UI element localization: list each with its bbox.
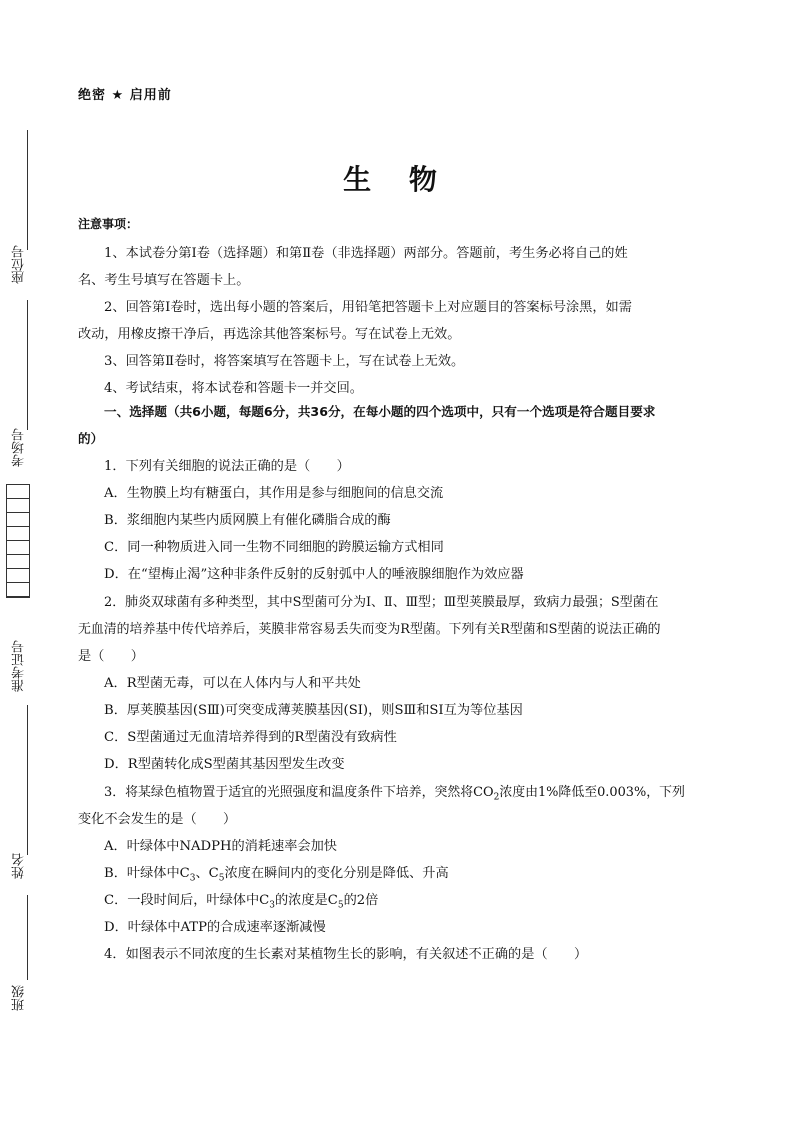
- q3-c-text-2: 的浓度是C: [274, 893, 338, 908]
- notice-line-6: 4、考试结束，将本试卷和答题卡一并交回。: [104, 381, 363, 396]
- binding-line-4: [27, 895, 28, 980]
- notice-line-1: 1、本试卷分第Ⅰ卷（选择题）和第Ⅱ卷（非选择题）两部分。答题前，考生务必将自己的姓: [104, 246, 628, 261]
- q3-option-d: D．叶绿体中ATP的合成速率逐渐减慢: [104, 920, 326, 935]
- q3-stem-line-1: [104, 781, 685, 803]
- q3-option-c: [104, 889, 378, 911]
- q2-option-b: B．厚荚膜基因(SⅢ)可突变成薄荚膜基因(SI)，则SⅢ和SI互为等位基因: [104, 703, 523, 718]
- q3-stem-line-2: 变化不会发生的是（ ）: [78, 812, 237, 827]
- q2-stem-line-2: 无血清的培养基中传代培养后，荚膜非常容易丢失而变为R型菌。下列有关R型菌和S型菌的说法正确的: [78, 622, 661, 637]
- exam-room-label: 考场号: [12, 428, 27, 467]
- page-title: 生 物: [343, 163, 451, 196]
- q3-stem-text-a: 3．将某绿色植物置于适宜的光照强度和温度条件下培养，突然将CO: [104, 785, 494, 800]
- notice-line-4: 改动，用橡皮擦干净后，再选涂其他答案标号。写在试卷上无效。: [78, 327, 461, 342]
- secret-label: 绝密 ★ 启用前: [78, 88, 172, 103]
- q3-c-sub-1: 3: [269, 900, 275, 911]
- notice-line-3: 2、回答第Ⅰ卷时，选出每小题的答案后，用铅笔把答题卡上对应题目的答案标号涂黑，如需: [104, 300, 632, 315]
- q1-option-a: A．生物膜上均有糖蛋白，其作用是参与细胞间的信息交流: [104, 486, 444, 501]
- q1-option-d: D．在“望梅止渴”这种非条件反射的反射弧中人的唾液腺细胞作为效应器: [104, 567, 524, 582]
- q3-b-sub-1: 3: [189, 873, 196, 884]
- notice-heading: 注意事项：: [78, 217, 139, 231]
- q3-c-text-3: 的2倍: [343, 893, 379, 908]
- seat-number-label: 座位号: [12, 245, 27, 284]
- q2-option-c: C．S型菌通过无血清培养得到的R型菌没有致病性: [104, 730, 397, 745]
- name-label: 姓名: [12, 853, 27, 879]
- notice-line-2: 名、考生号填写在答题卡上。: [78, 273, 250, 288]
- q3-stem-text-b: 浓度由1%降低至0.003%，下列: [499, 785, 685, 800]
- notice-line-5: 3、回答第Ⅱ卷时，将答案填写在答题卡上，写在试卷上无效。: [104, 354, 465, 369]
- section-heading-line-1: 一、选择题（共6小题，每题6分，共36分，在每小题的四个选项中，只有一个选项是符合题目要求: [104, 404, 656, 419]
- q3-stem-sub: 2: [493, 792, 500, 803]
- q3-b-text-1: B．叶绿体中C: [104, 866, 190, 881]
- class-label: 班级: [12, 985, 27, 1011]
- exam-id-label: 准考证号: [12, 640, 27, 692]
- binding-line-2: [27, 300, 28, 430]
- q2-option-a: A．R型菌无毒，可以在人体内与人和平共处: [104, 676, 361, 691]
- q3-b-text-2: 、C: [195, 866, 219, 881]
- q2-option-d: D．R型菌转化成S型菌其基因型发生改变: [104, 757, 345, 772]
- section-heading-line-2: 的）: [78, 431, 104, 446]
- q2-stem-line-3: 是（ ）: [78, 649, 144, 664]
- q1-option-c: C．同一种物质进入同一生物不同细胞的跨膜运输方式相同: [104, 540, 444, 555]
- q3-option-b: [104, 862, 449, 884]
- q4-stem: 4．如图表示不同浓度的生长素对某植物生长的影响，有关叙述不正确的是（ ）: [104, 947, 588, 962]
- q3-c-sub-2: 5: [337, 900, 344, 911]
- q3-b-text-3: 浓度在瞬间内的变化分别是降低、升高: [224, 866, 449, 881]
- q3-option-a: A．叶绿体中NADPH的消耗速率会加快: [104, 839, 337, 854]
- q1-option-b: B．浆细胞内某些内质网膜上有催化磷脂合成的酶: [104, 513, 391, 528]
- q1-stem: 1．下列有关细胞的说法正确的是（ ）: [104, 459, 350, 474]
- q2-stem-line-1: 2．肺炎双球菌有多种类型，其中S型菌可分为Ⅰ、Ⅱ、Ⅲ型；Ⅲ型荚膜最厚，致病力最强；S型菌在: [104, 595, 659, 610]
- binding-line-3: [27, 705, 28, 855]
- exam-id-grid: [6, 484, 30, 598]
- q3-b-sub-2: 5: [218, 873, 225, 884]
- q3-c-text-1: C．一段时间后，叶绿体中C: [104, 893, 270, 908]
